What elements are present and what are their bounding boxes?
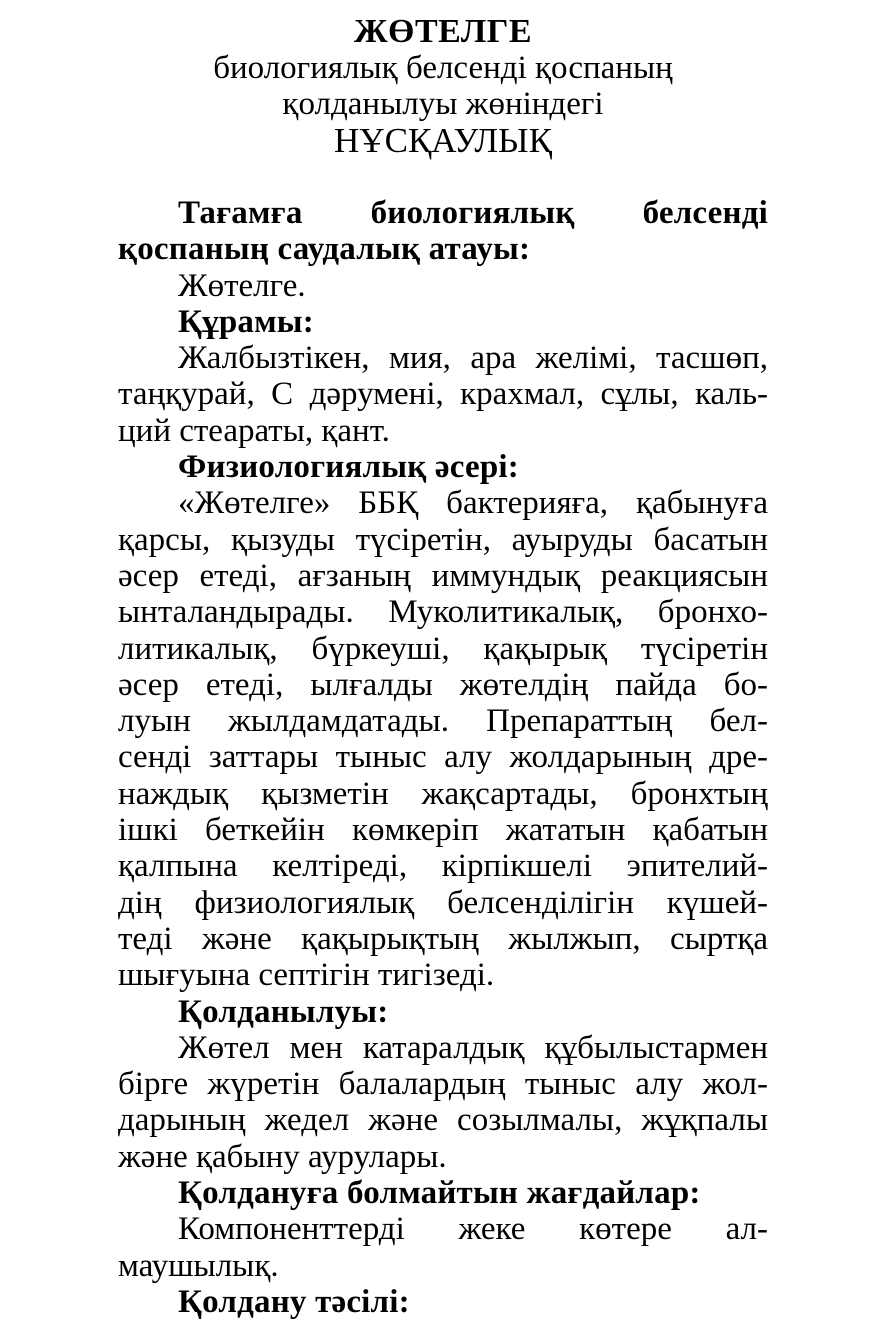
section-body-line: қарсы, қызуды түсіретін, ауыруды басатын bbox=[118, 521, 768, 558]
section-body-line: ынталандырады. Муколитикалық, бронхо- bbox=[118, 594, 768, 631]
section-body-line: ций стеараты, қант. bbox=[118, 412, 390, 449]
section-body-line: шығуына септігін тигізеді. bbox=[118, 957, 495, 994]
section-heading: Құрамы: bbox=[178, 303, 314, 340]
section-body-line: бірге жүретін балалардың тыныс алу жол- bbox=[118, 1066, 768, 1103]
section-body-line: дің физиологиялық белсенділігін күшей- bbox=[118, 884, 768, 921]
section-body-line: Жөтел мен катаралдық құбылыстармен bbox=[178, 1029, 768, 1066]
section-body-line: Жөтелге. bbox=[178, 267, 306, 304]
section-heading: Физиологиялық әсері: bbox=[178, 449, 519, 486]
product-title: ЖӨТЕЛГЕ bbox=[353, 13, 533, 50]
section-body-line: «Жөтелге» ББҚ бактерияға, қабынуға bbox=[178, 485, 768, 522]
section-body-line: таңқурай, С дәрумені, крахмал, сұлы, каль- bbox=[118, 376, 768, 413]
subtitle-line-1: биологиялық белсенді қоспаның bbox=[213, 50, 673, 86]
section-body-line: маушылық. bbox=[118, 1247, 279, 1284]
section-body-line: қалпына келтіреді, кірпікшелі эпителий- bbox=[118, 848, 768, 885]
document-page bbox=[118, 14, 768, 1320]
section-usage bbox=[118, 994, 768, 1175]
section-body-line: Жалбызтікен, мия, ара желімі, тасшөп, bbox=[178, 340, 768, 377]
section-body-line: әсер етеді, ылғалды жөтелдің пайда бо- bbox=[118, 666, 768, 703]
section-trade-name bbox=[118, 195, 768, 304]
section-body-line: және қабыну аурулары. bbox=[118, 1138, 447, 1175]
document-type: НҰСҚАУЛЫҚ bbox=[334, 121, 552, 160]
section-body-line: луын жылдамдатады. Препараттың бел- bbox=[118, 703, 768, 740]
section-heading: Қолдануға болмайтын жағдайлар: bbox=[178, 1175, 701, 1212]
section-body-line: литикалық, бүркеуші, қақырық түсіретін bbox=[118, 630, 768, 667]
section-heading: қоспаның саудалық атауы: bbox=[118, 231, 531, 268]
section-heading: Қолданылуы: bbox=[178, 993, 389, 1030]
section-body-line: дарының жедел және созылмалы, жұқпалы bbox=[118, 1102, 768, 1139]
section-contraindications bbox=[118, 1175, 768, 1284]
section-body-line: Компоненттерді жеке көтере ал- bbox=[178, 1211, 768, 1248]
section-body-line: әсер етеді, ағзаның иммундық реакциясын bbox=[118, 557, 768, 594]
section-composition bbox=[118, 304, 768, 449]
title-block bbox=[118, 14, 768, 160]
section-physiological-effect bbox=[118, 449, 768, 993]
section-body-line: сенді заттары тыныс алу жолдарының дре- bbox=[118, 739, 768, 776]
section-body-line: теді және қақырықтың жылжып, сыртқа bbox=[118, 920, 768, 957]
section-body-line: ішкі беткейін көмкеріп жататын қабатын bbox=[118, 812, 768, 849]
document-content bbox=[118, 195, 768, 1320]
cut-off-heading: Қолдану тәсілі: bbox=[178, 1283, 410, 1320]
section-heading: Тағамға биологиялық белсенді bbox=[178, 195, 768, 231]
section-body-line: наждық қызметін жақсартады, бронхтың bbox=[118, 775, 768, 812]
subtitle-line-2: қолданылуы жөніндегі bbox=[282, 86, 604, 122]
